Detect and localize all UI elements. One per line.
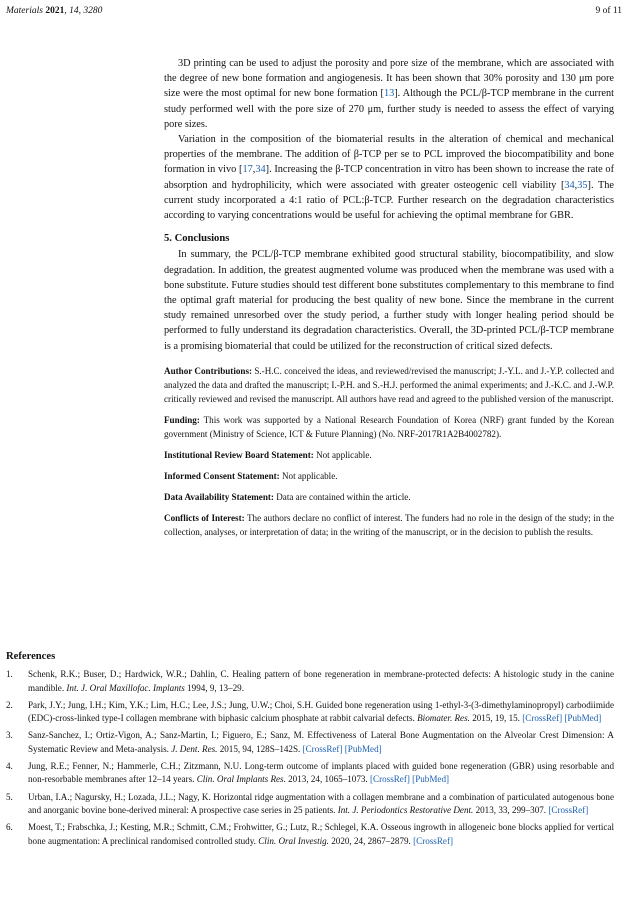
references-section [6, 650, 614, 852]
text-run: ]. Increasing the β-TCP concentration in vitro has been shown to increase the rate of absorption and hydrophilicity, which were associated with greater osteogenic cell viability [ [164, 164, 614, 191]
pubmed-link[interactable]: [PubMed] [412, 774, 450, 785]
text-run: , [252, 164, 256, 176]
reference-text [28, 791, 614, 818]
conclusions-paragraph: In summary, the PCL/β-TCP membrane exhibited good structural stability, biocompatibility, and slow degradation. In addition, the greatest augmented volume was produced when the membrane was used with a bone substitute. Future studies should test different bone substitutes complementary to this membrane to find the optimal graft material for producing the best quality of new bone. Since the membrane in the current study remained unresorbed over the study period, a further study with longer healing period should be performed to fully understand its degradation characteristics. Overall, the 3D-printed PCL/β-TCP membrane is a promising biomaterial that could be utilized for the reconstruction of critical sized defects. [164, 249, 614, 352]
reference-item [6, 699, 614, 726]
reference-number: 2. [6, 699, 13, 710]
statement [164, 448, 614, 462]
reference-details: 2020, 24, 2867–2879. [328, 835, 411, 846]
reference-item [6, 668, 614, 695]
statement [164, 469, 614, 483]
statement-text: Data are contained within the article. [273, 491, 411, 502]
crossref-link[interactable]: [CrossRef] [302, 743, 343, 754]
reference-item [6, 729, 614, 756]
reference-number: 1. [6, 669, 13, 680]
crossref-link[interactable]: [CrossRef] [413, 835, 453, 846]
citation-link[interactable]: 34 [564, 179, 575, 191]
statement-label: Funding: [164, 414, 200, 425]
reference-journal: Clin. Oral Investig. [258, 835, 329, 846]
statement-label: Data Availability Statement: [164, 491, 274, 502]
reference-details: 1994, 9, 13–29. [184, 682, 244, 693]
statement [164, 511, 614, 539]
reference-authors-title: Schenk, R.K.; Buser, D.; Hardwick, W.R.; Dahlin, C. Healing pattern of bone regeneration in membrane-protected defects: A histologic study in the canine mandible. [28, 669, 614, 693]
reference-number: 4. [6, 761, 13, 772]
reference-list [6, 668, 614, 848]
statement-text: Not applicable. [279, 470, 338, 481]
citation-link[interactable]: 34 [255, 164, 266, 176]
journal-citation: Materials 2021, 14, 3280 [6, 6, 103, 16]
reference-journal: Int. J. Periodontics Restorative Dent. [337, 804, 474, 815]
statement-label: Author Contributions: [164, 365, 253, 376]
statement-text: Not applicable. [313, 449, 372, 460]
crossref-link[interactable]: [CrossRef] [369, 774, 410, 785]
reference-journal: Clin. Oral Implants Res. [196, 774, 286, 785]
reference-item [6, 821, 614, 848]
statement-label: Institutional Review Board Statement: [164, 449, 314, 460]
reference-number: 6. [6, 822, 13, 833]
reference-journal: J. Dent. Res. [171, 743, 218, 754]
citation-link[interactable]: 35 [577, 179, 588, 191]
crossref-link[interactable]: [CrossRef] [522, 713, 563, 724]
reference-authors-title: Sanz-Sanchez, I.; Ortiz-Vigon, A.; Sanz-Martin, I.; Figuero, E.; Sanz, M. Effectiveness of Lateral Bone Augmentation on the Alveolar Crest Dimension: A Systematic Review and Meta-analysis. [28, 730, 614, 754]
conclusions-heading: 5. Conclusions [164, 233, 230, 245]
statement-label: Conflicts of Interest: [164, 512, 245, 523]
text-run: ]. Although the PCL/β-TCP membrane in the current study performed well with the pore size of 270 μm, further study is needed to assess the effect of varying pore sizes. [164, 88, 614, 130]
reference-journal: Int. J. Oral Maxillofac. Implants [66, 682, 185, 693]
text-run: Variation in the composition of the biomaterial results in the alteration of chemical and mechanical properties of the membrane. The addition of β-TCP per se to PCL improved the biocompatibility and bone formation in vivo [ [164, 134, 614, 176]
reference-text [28, 760, 614, 787]
reference-item [6, 791, 614, 818]
statement-text: S.-H.C. conceived the ideas, and reviewed/revised the manuscript; J.-Y.L. and J.-Y.P. collected and analyzed the data and drafted the manuscript; I.-P.H. and S.-H.J. performed the animal experiments; and J.-K.C. and J.-W.P. critically reviewed and revised the manuscript. All authors have read and agreed to the published version of the manuscript. [164, 365, 614, 404]
reference-authors-title: Park, J.Y.; Jung, I.H.; Kim, Y.K.; Lim, H.C.; Lee, J.S.; Jung, U.W.; Choi, S.H. Guided bone regeneration using 1-ethyl-3-(3-dimethylaminopropyl) carbodiimide (EDC)-cross-linked type-I collagen membrane with biphasic calcium phosphate at rabbit calvarial defects. [28, 699, 614, 724]
text-run: ]. The current study incorporated a 4:1 ratio of PCL:β-TCP. Further research on the degradation characteristics according to varying concentrations would be useful for achieving the optimal membrane for GBR. [164, 179, 614, 222]
pubmed-link[interactable]: [PubMed] [344, 743, 382, 754]
text-run: , [574, 179, 578, 191]
discussion-text [164, 56, 614, 223]
pubmed-link[interactable]: [PubMed] [564, 713, 602, 724]
statement-text: The authors declare no conflict of interest. The funders had no role in the design of the study; in the collection, analyses, or interpretation of data; in the writing of the manuscript, or in the decision to publish the results. [164, 512, 614, 537]
reference-number: 3. [6, 730, 13, 741]
statement [164, 490, 614, 504]
citation-link[interactable]: 17 [242, 164, 253, 176]
text-run: 3D printing can be used to adjust the porosity and pore size of the membrane, which are associated with the degree of new bone formation and angiogenesis. It has been shown that 30% porosity and 130 μm pore size were the most optimal for new bone formation [ [164, 58, 614, 100]
reference-authors-title: Moest, T.; Frabschka, J.; Kesting, M.R.; Schmitt, C.M.; Frohwitter, G.; Lutz, R.; Schlegel, K.A. Osseous ingrowth in allogeneic bone blocks applied for vertical bone augmentation: A preclinical randomised controlled study. [28, 822, 614, 846]
page-number: 9 of 11 [595, 6, 622, 16]
reference-journal: Biomater. Res. [417, 713, 470, 724]
statement [164, 364, 614, 406]
main-column [164, 56, 614, 546]
statement-label: Informed Consent Statement: [164, 470, 280, 481]
reference-authors-title: Urban, I.A.; Nagursky, H.; Lozada, J.L.; Nagy, K. Horizontal ridge augmentation with a collagen membrane and a combination of particulated autogenous bone and anorganic bovine bone-derived mineral: A prospective case series in 25 patients. [28, 791, 614, 815]
reference-text [28, 699, 614, 726]
reference-text [28, 729, 614, 756]
reference-text [28, 821, 614, 848]
reference-details: 2015, 94, 128S–142S. [217, 743, 301, 754]
reference-text [28, 668, 614, 695]
reference-details: 2013, 33, 299–307. [473, 804, 547, 815]
reference-number: 5. [6, 791, 13, 802]
reference-details: 2015, 19, 15. [469, 713, 520, 724]
body-paragraph [164, 56, 614, 132]
statement-text: This work was supported by a National Research Foundation of Korea (NRF) grant funded by the Korean government (Ministry of Science, ICT & Future Planning) (No. NRF-2017R1A2B4002782). [164, 414, 614, 439]
back-matter [164, 364, 614, 539]
references-heading: References [6, 651, 56, 662]
reference-details: 2013, 24, 1065–1073. [285, 774, 368, 785]
reference-item [6, 760, 614, 787]
crossref-link[interactable]: [CrossRef] [548, 804, 589, 815]
citation-link[interactable]: 13 [383, 88, 395, 100]
reference-authors-title: Jung, R.E.; Fenner, N.; Hammerle, C.H.; Zitzmann, N.U. Long-term outcome of implants placed with guided bone regeneration (GBR) using resorbable and non-resorbable membranes after 12–14 years. [28, 761, 614, 785]
statement [164, 413, 614, 441]
page-header [6, 4, 622, 18]
body-paragraph [164, 132, 614, 223]
